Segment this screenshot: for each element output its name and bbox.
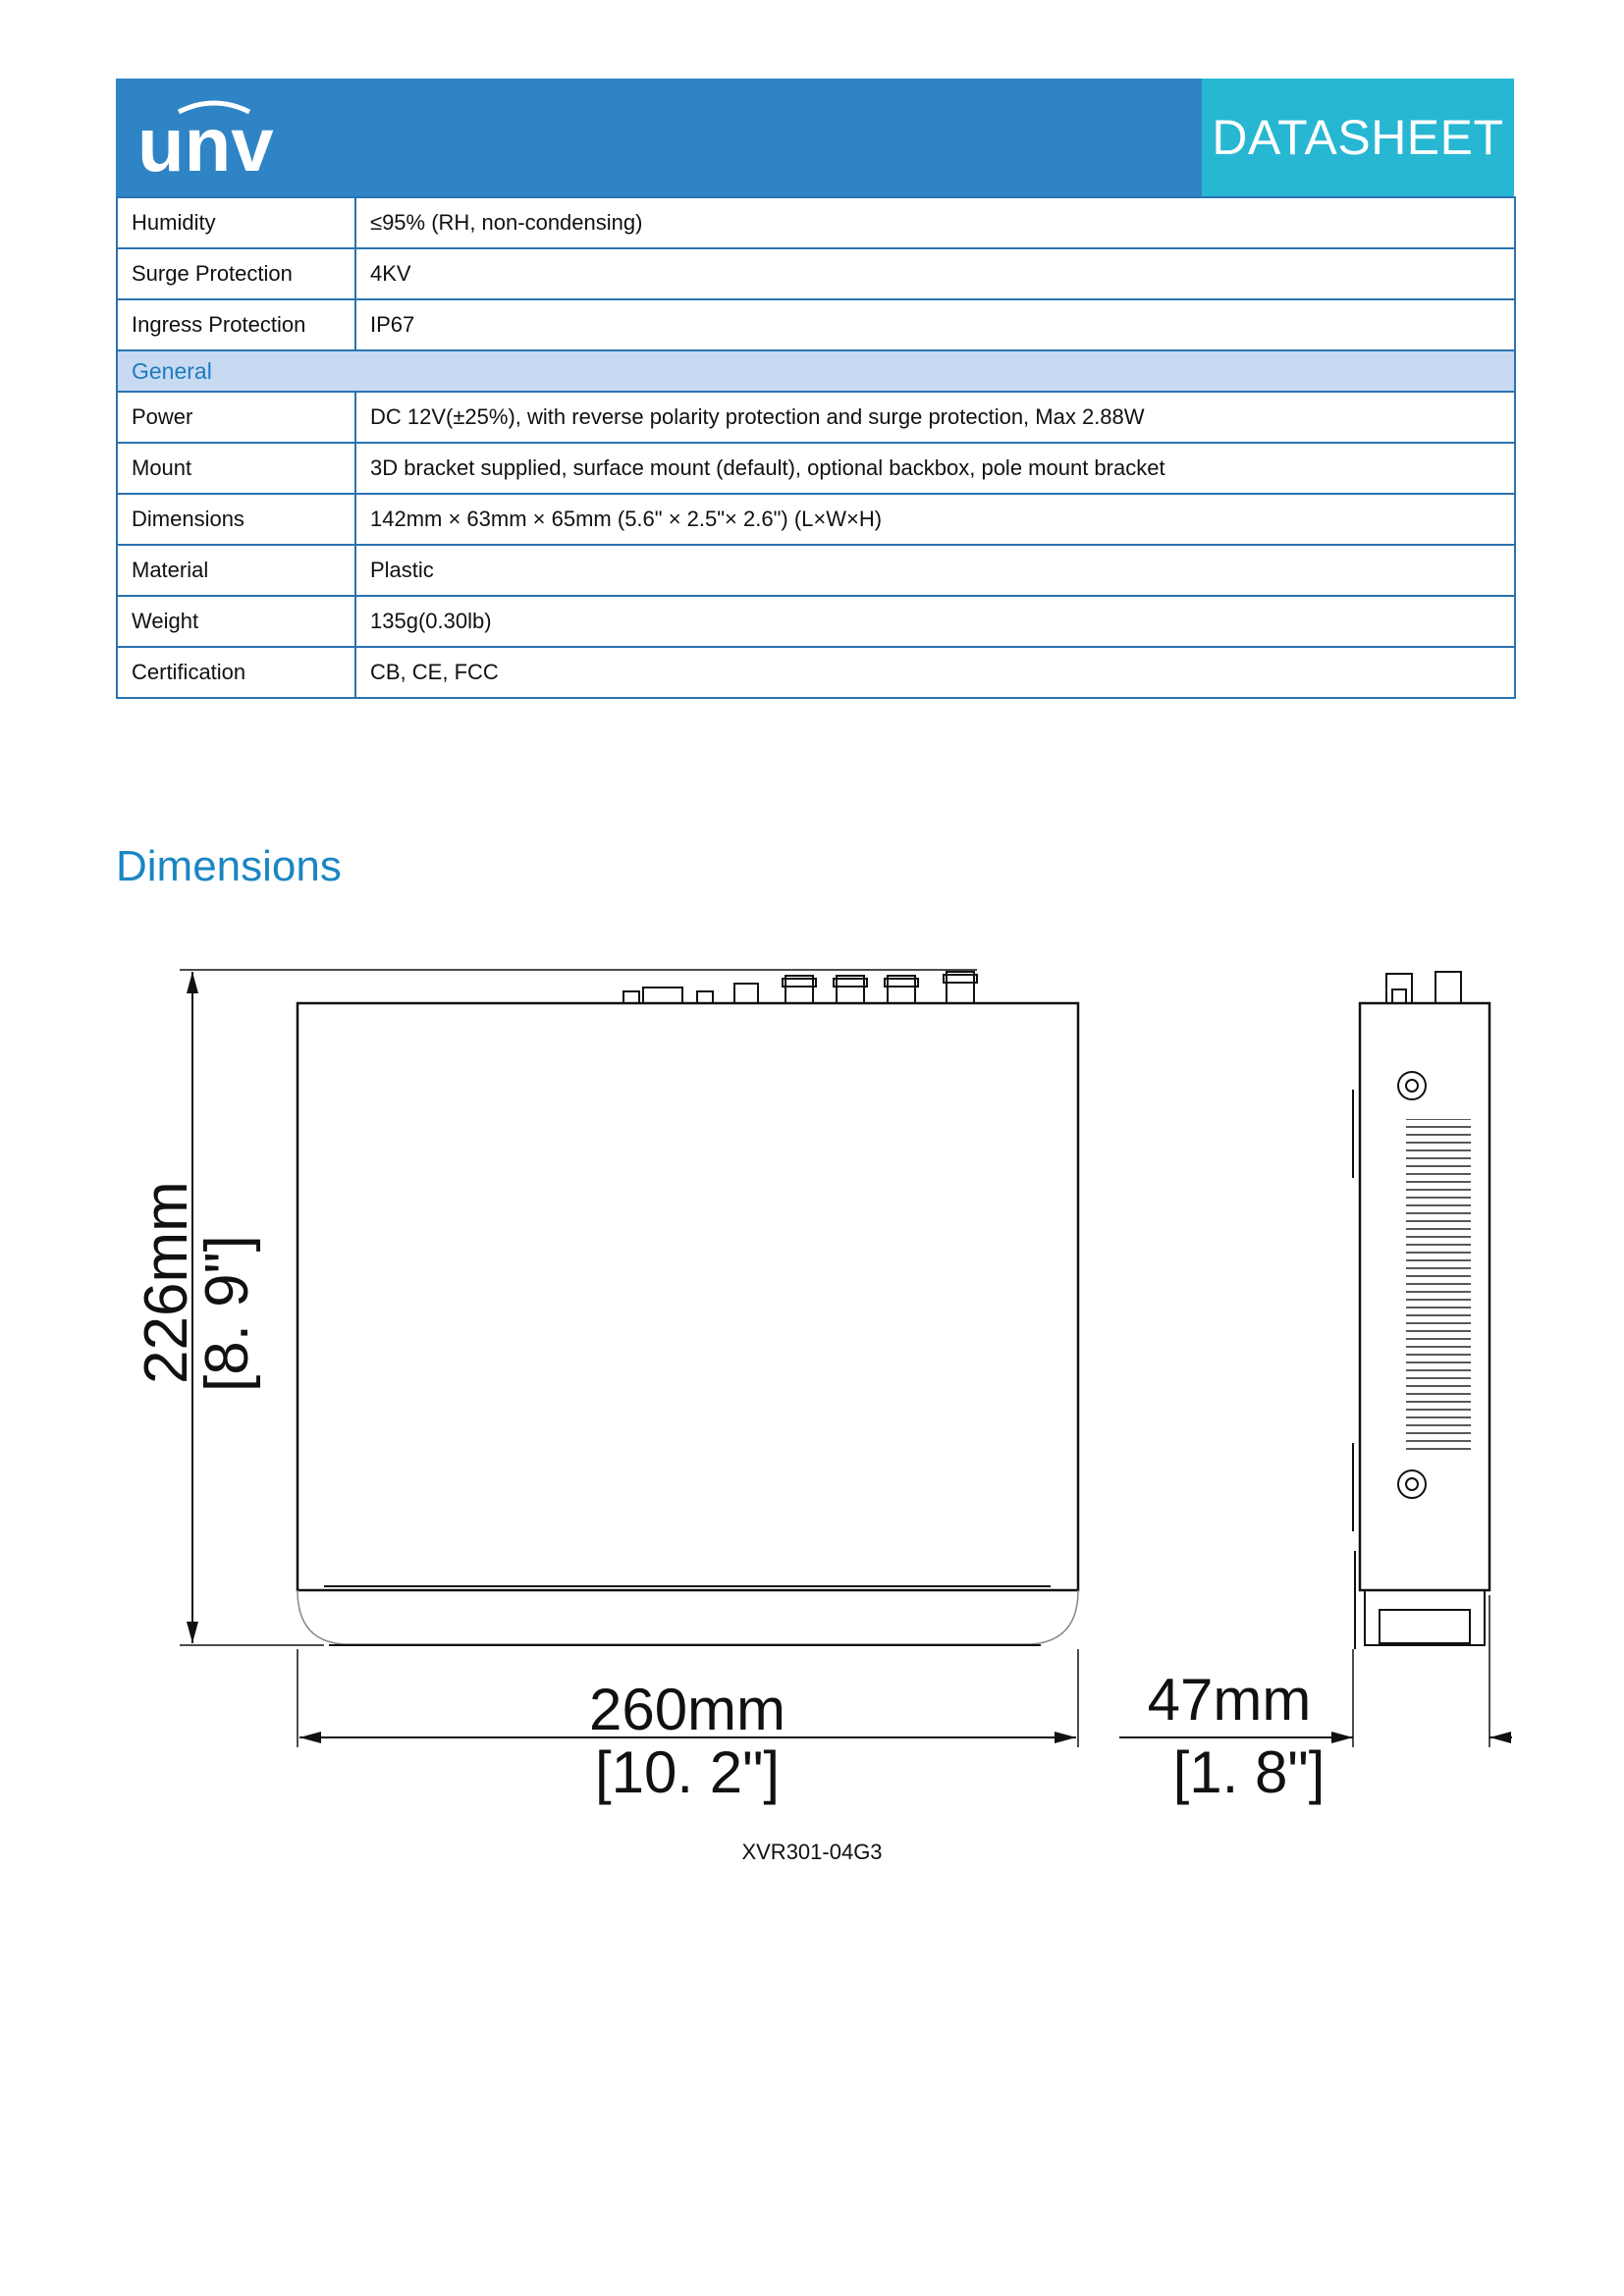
spec-value: 4KV bbox=[355, 248, 1515, 299]
spec-key: Dimensions bbox=[117, 494, 355, 545]
spec-key: Mount bbox=[117, 443, 355, 494]
spec-key: Ingress Protection bbox=[117, 299, 355, 350]
spec-value: ≤95% (RH, non-condensing) bbox=[355, 197, 1515, 248]
section-title: General bbox=[117, 350, 1515, 392]
model-caption: XVR301-04G3 bbox=[741, 1840, 883, 1864]
depth-in-label: [1. 8"] bbox=[1172, 1739, 1326, 1805]
dimension-lines bbox=[180, 970, 1512, 1747]
spec-key: Power bbox=[117, 392, 355, 443]
depth-mm-label: 47mm bbox=[1147, 1667, 1312, 1733]
spec-value: 3D bracket supplied, surface mount (default), optional backbox, pole mount bracket bbox=[355, 443, 1515, 494]
width-mm-label: 260mm bbox=[588, 1677, 786, 1742]
spec-key: Certification bbox=[117, 647, 355, 698]
dimensions-heading: Dimensions bbox=[116, 842, 342, 890]
svg-text:unv: unv bbox=[137, 101, 274, 179]
width-in-label: [10. 2"] bbox=[594, 1739, 781, 1805]
spec-value: 142mm × 63mm × 65mm (5.6" × 2.5"× 2.6") (L×W×H) bbox=[355, 494, 1515, 545]
front-view bbox=[298, 972, 1078, 1645]
spec-value: IP67 bbox=[355, 299, 1515, 350]
side-view bbox=[1353, 972, 1489, 1649]
spec-key: Material bbox=[117, 545, 355, 596]
spec-key: Weight bbox=[117, 596, 355, 647]
datasheet-badge: DATASHEET bbox=[1202, 79, 1514, 196]
spec-key: Humidity bbox=[117, 197, 355, 248]
height-mm-label: 226mm bbox=[133, 1181, 200, 1384]
spec-value: Plastic bbox=[355, 545, 1515, 596]
spec-value: DC 12V(±25%), with reverse polarity protection and surge protection, Max 2.88W bbox=[355, 392, 1515, 443]
spec-key: Surge Protection bbox=[117, 248, 355, 299]
height-in-label: [8. 9"] bbox=[193, 1235, 261, 1392]
spec-value: CB, CE, FCC bbox=[355, 647, 1515, 698]
spec-value: 135g(0.30lb) bbox=[355, 596, 1515, 647]
